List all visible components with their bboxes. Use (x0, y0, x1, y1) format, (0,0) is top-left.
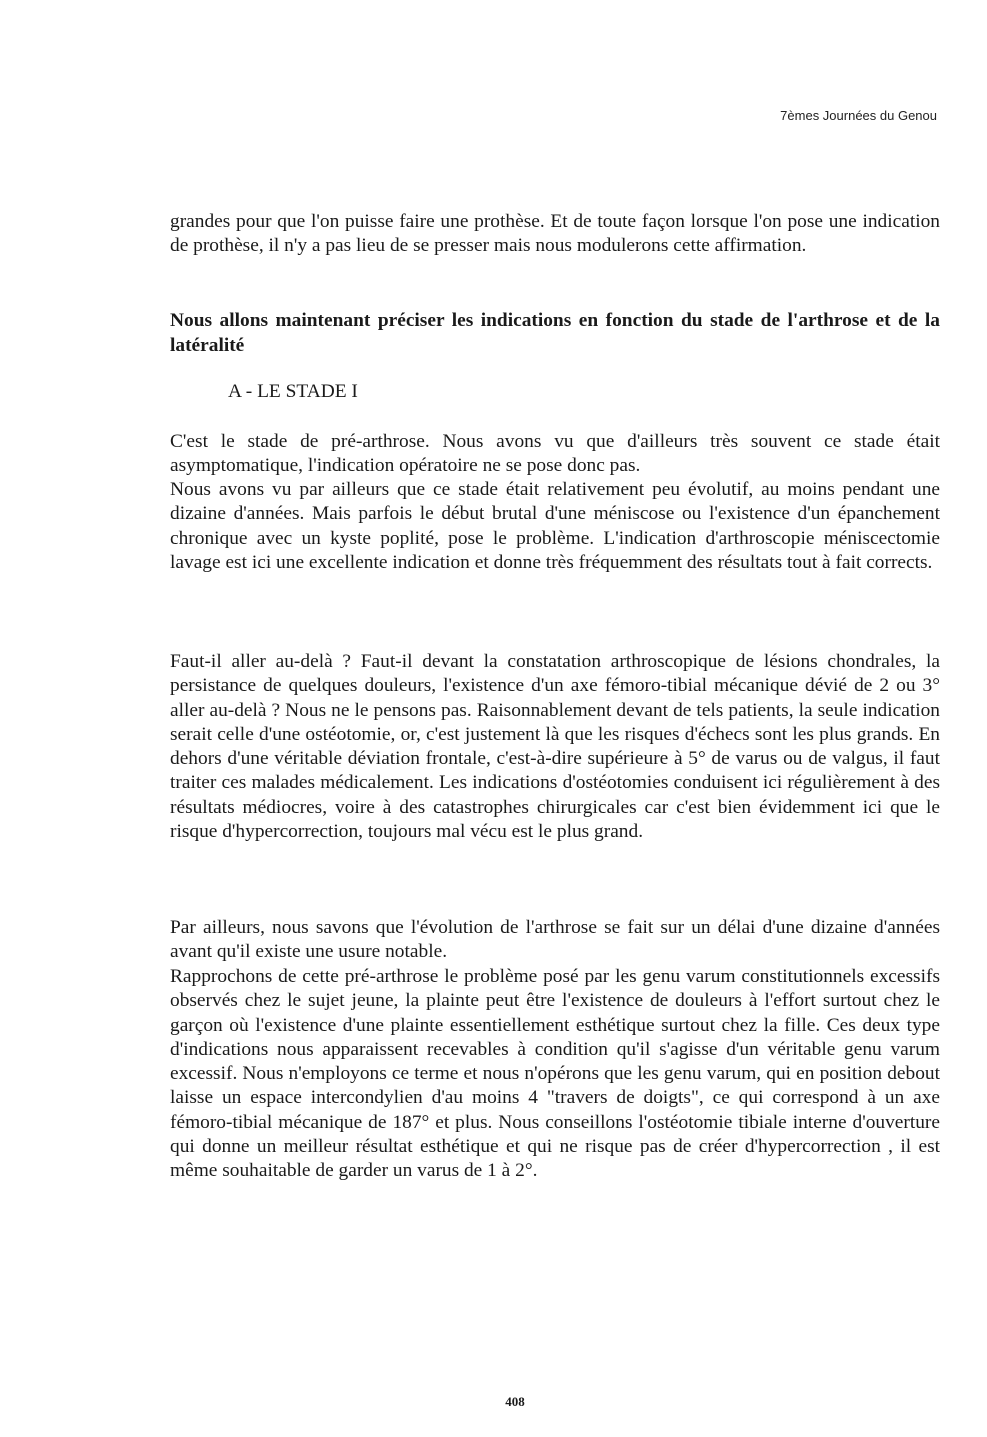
paragraph-stage-one-evolution: Nous avons vu par ailleurs que ce stade était relativement peu évolutif, au moins pendant une dizaine d'années. Mais parfois le début brutal d'une méniscose ou l'existence d'un épanchement chronique avec un kyste poplité, pose le problème. L'indication d'arthroscopie méniscectomie lavage est ici une excellente indication et donne très fréquemment des résultats tout à fait corrects. (170, 479, 940, 573)
subsection-heading: A - LE STADE I (228, 381, 358, 402)
paragraph-genu-varum: Rapprochons de cette pré-arthrose le problème posé par les genu varum constitutionnels excessifs observés chez le sujet jeune, la plainte peut être l'existence de douleurs à l'effort surtout chez le garçon où l'existence d'une plainte essentiellement esthétique surtout chez la fille. Ces deux type d'indications nous apparaissent recevables à condition qu'il s'agisse d'un véritable genu varum excessif. Nous n'employons ce terme et nous n'opérons que les genu varum, qui en position debout laisse un espace intercondylien d'au moins 4 "travers de doigts", ce qui correspond à un axe fémoro-tibial mécanique de 187° et plus. Nous conseillons l'ostéotomie tibiale interne d'ouverture qui donne un meilleur résultat esthétique et qui ne risque pas de créer d'hypercorrection , il est même souhaitable de garder un varus de 1 à 2°. (170, 966, 940, 1182)
running-header: 7èmes Journées du Genou (780, 108, 937, 123)
page-number: 408 (505, 1394, 525, 1409)
section-heading: Nous allons maintenant préciser les indications en fonction du stade de l'arthrose et de la latéralité (170, 310, 940, 356)
paragraph-arthrosis-delay: Par ailleurs, nous savons que l'évolution de l'arthrose se fait sur un délai d'une dizaine d'années avant qu'il existe une usure notable. (170, 917, 940, 963)
paragraph-continuation: grandes pour que l'on puisse faire une prothèse. Et de toute façon lorsque l'on pose une indication de prothèse, il n'y a pas lieu de se presser mais nous modulerons cette affirmation. (170, 211, 940, 257)
paragraph-beyond-question: Faut-il aller au-delà ? Faut-il devant la constatation arthroscopique de lésions chondrales, la persistance de quelques douleurs, l'existence d'un axe fémoro-tibial mécanique dévié de 2 ou 3° aller au-delà ? Nous ne le pensons pas. Raisonnablement devant de tels patients, la seule indication serait celle d'une ostéotomie, or, c'est justement là que les risques d'échecs sont les plus grands. En dehors d'une véritable déviation frontale, c'est-à-dire supérieure à 5° de varus ou de valgus, il faut traiter ces malades médicalement. Les indications d'ostéotomies conduisent ici régulièrement à des résultats médiocres, voire à des catastrophes chirurgicales car c'est bien évidemment ici que le risque d'hypercorrection, toujours mal vécu est le plus grand. (170, 651, 940, 843)
paragraph-stage-one-intro: C'est le stade de pré-arthrose. Nous avons vu que d'ailleurs très souvent ce stade était asymptomatique, l'indication opératoire ne se pose donc pas. (170, 431, 940, 477)
